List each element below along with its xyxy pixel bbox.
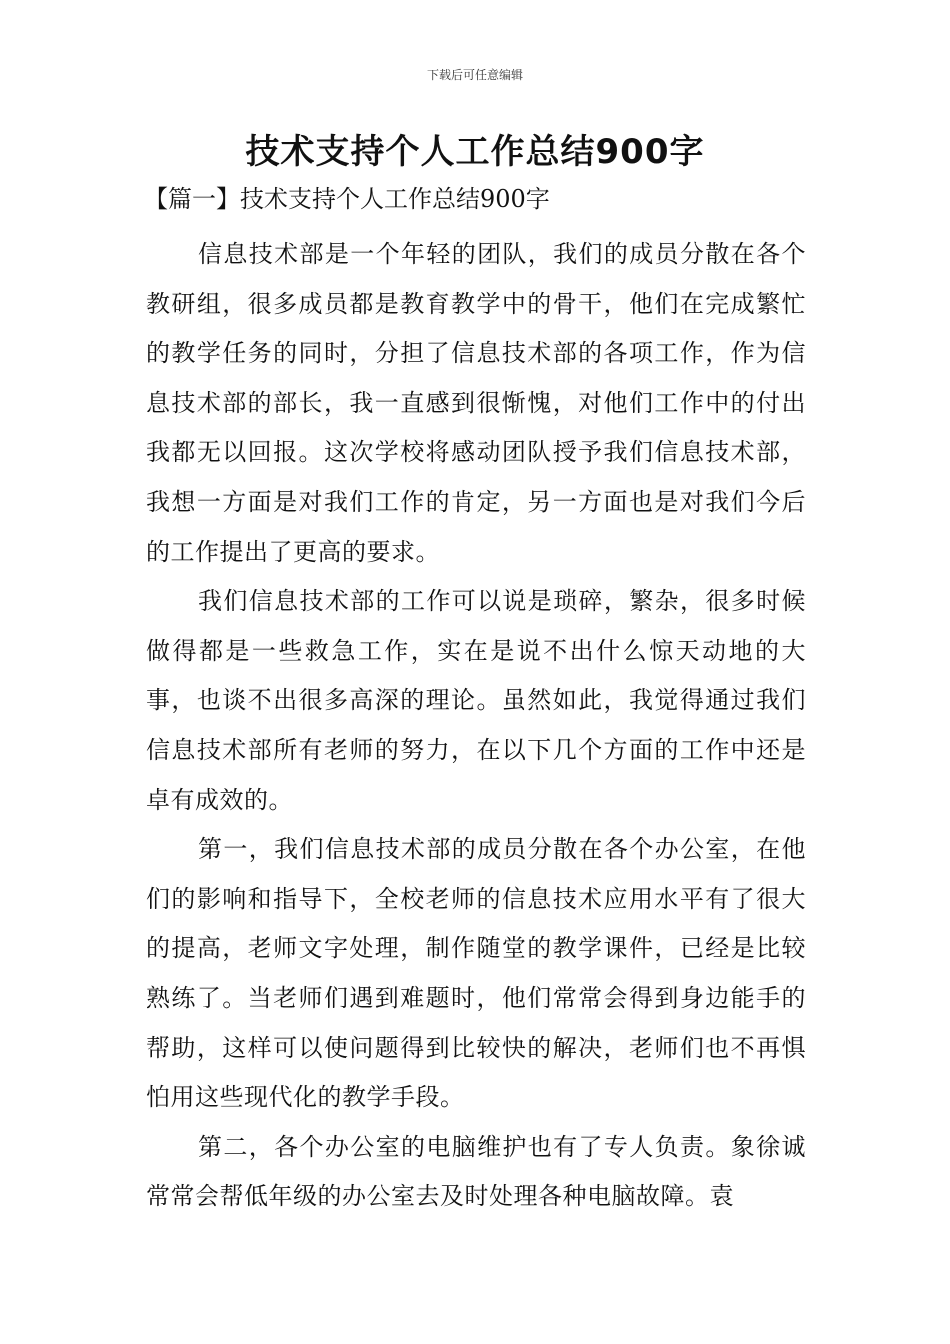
- paragraph: 第二，各个办公室的电脑维护也有了专人负责。象徐诚常常会帮低年级的办公室去及时处理各种电脑故障。袁: [146, 1132, 806, 1211]
- paragraph: 信息技术部是一个年轻的团队，我们的成员分散在各个教研组，很多成员都是教育教学中的骨干，他们在完成繁忙的教学任务的同时，分担了信息技术部的各项工作，作为信息技术部的部长，我一直感到很惭愧，对他们工作中的付出我都无以回报。这次学校将感动团队授予我们信息技术部，我想一方面是对我们工作的肯定，另一方面也是对我们今后的工作提出了更高的要求。: [146, 240, 806, 566]
- header-note: 下载后可任意编辑: [426, 68, 523, 82]
- paragraph: 我们信息技术部的工作可以说是琐碎，繁杂，很多时候做得都是一些救急工作，实在是说不出什么惊天动地的大事，也谈不出很多高深的理论。虽然如此，我觉得通过我们信息技术部所有老师的努力，在以下几个方面的工作中还是卓有成效的。: [146, 587, 806, 814]
- page-title: 技术支持个人工作总结900字: [245, 132, 705, 172]
- document-body: [146, 230, 806, 1222]
- paragraph: 第一，我们信息技术部的成员分散在各个办公室，在他们的影响和指导下，全校老师的信息技术应用水平有了很大的提高，老师文字处理，制作随堂的教学课件，已经是比较熟练了。当老师们遇到难题时，他们常常会得到身边能手的帮助，这样可以使问题得到比较快的解决，老师们也不再惧怕用这些现代化的教学手段。: [146, 835, 806, 1112]
- section-subtitle: 【篇一】技术支持个人工作总结900字: [144, 185, 550, 213]
